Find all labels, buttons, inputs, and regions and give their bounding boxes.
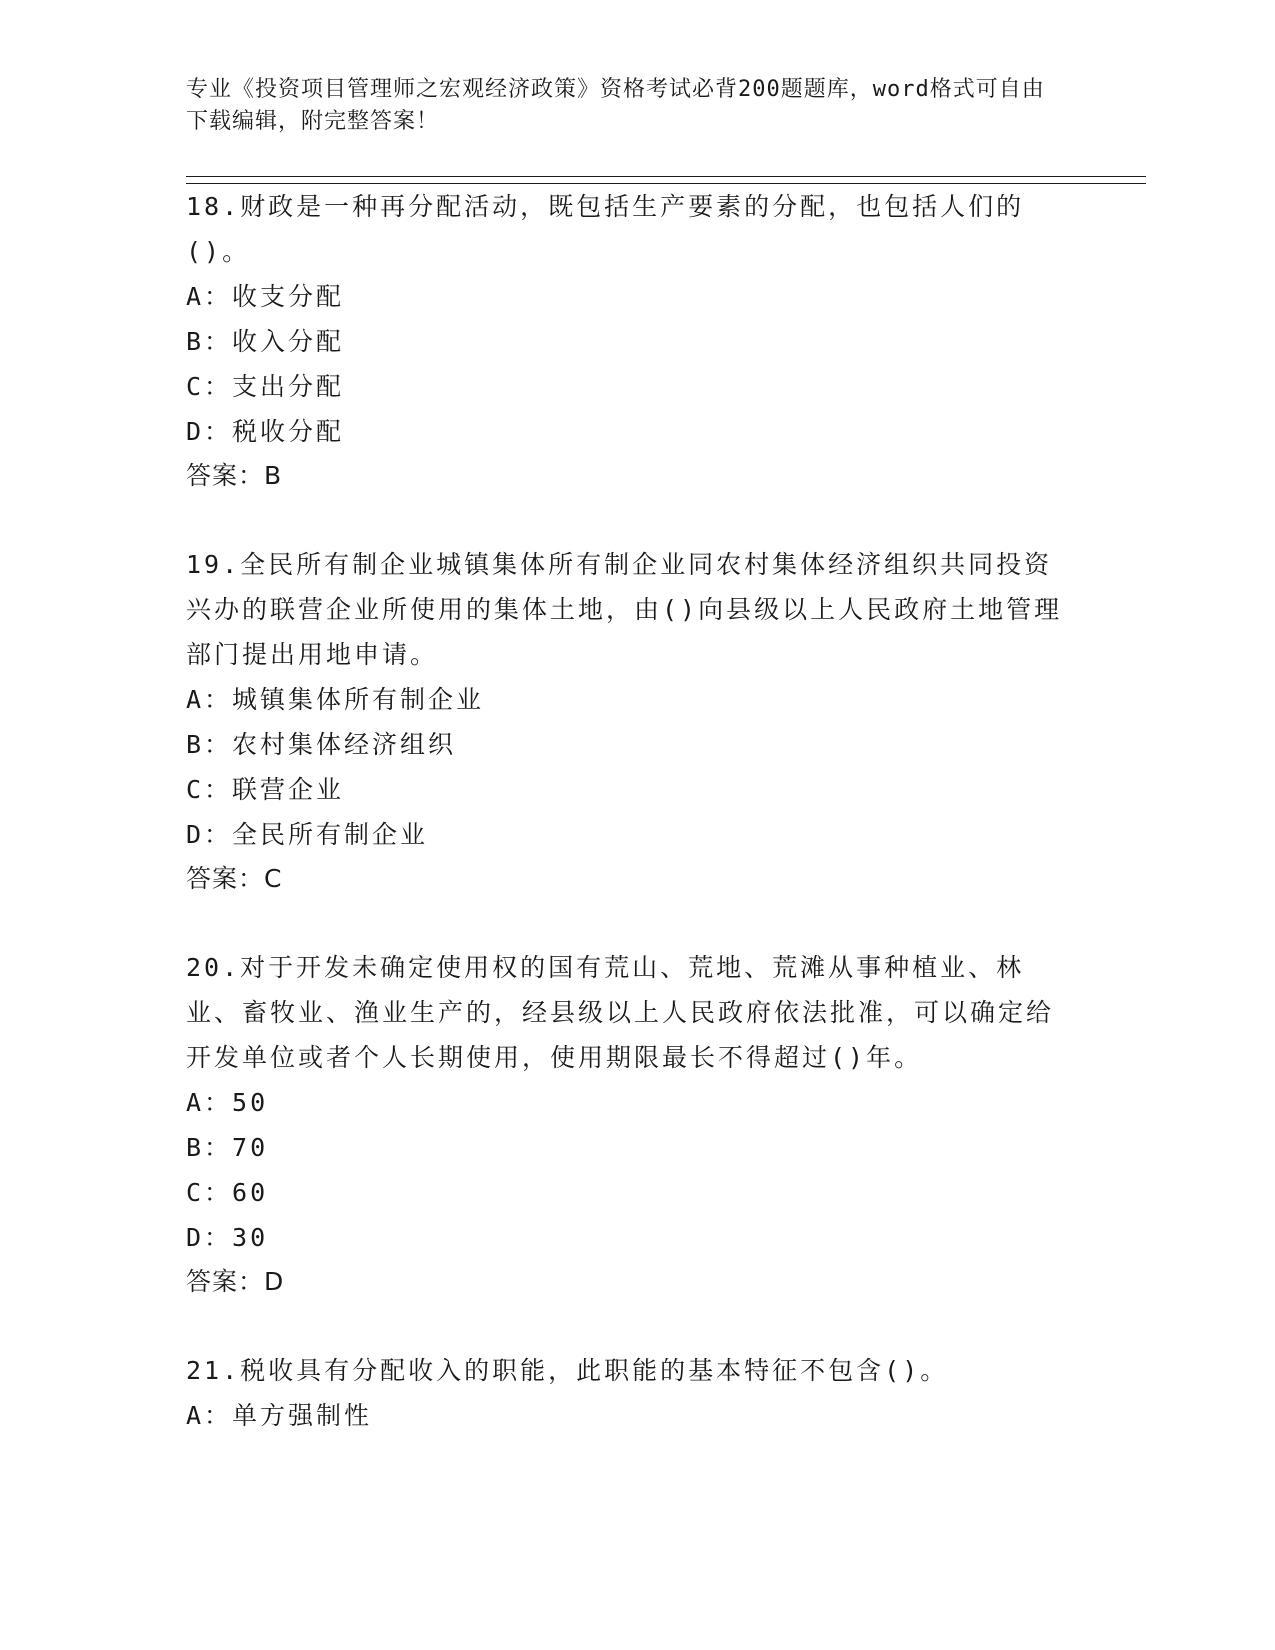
question-stem: 19.全民所有制企业城镇集体所有制企业同农村集体经济组织共同投资兴办的联营企业所使用的集体土地，由()向县级以上人民政府土地管理部门提出用地申请。 (186, 550, 1063, 669)
option-c: C：60 (186, 1178, 269, 1207)
question-spacer (186, 1304, 1146, 1348)
option-d: D：税收分配 (186, 417, 345, 446)
answer: 答案：C (186, 864, 283, 893)
question-spacer (186, 498, 1146, 542)
option-a: A：收支分配 (186, 282, 345, 311)
question-21 (186, 1348, 1146, 1438)
document-page (186, 74, 1146, 1438)
header-double-rule (186, 176, 1146, 184)
option-b: B：70 (186, 1133, 269, 1162)
question-18 (186, 184, 1146, 498)
option-d: D：全民所有制企业 (186, 820, 429, 849)
answer: 答案：D (186, 1267, 285, 1296)
document-header: 专业《投资项目管理师之宏观经济政策》资格考试必背200题题库，word格式可自由下载编辑，附完整答案！ (186, 77, 1045, 134)
answer: 答案：B (186, 461, 283, 490)
option-a: A：50 (186, 1088, 269, 1117)
question-stem: 18.财政是一种再分配活动，既包括生产要素的分配，也包括人们的()。 (186, 192, 1025, 266)
option-c: C：支出分配 (186, 372, 345, 401)
question-19 (186, 542, 1146, 901)
option-a: A：城镇集体所有制企业 (186, 685, 485, 714)
option-a: A：单方强制性 (186, 1401, 373, 1430)
option-c: C：联营企业 (186, 775, 345, 804)
option-d: D：30 (186, 1223, 269, 1252)
question-spacer (186, 901, 1146, 945)
option-b: B：收入分配 (186, 327, 345, 356)
option-b: B：农村集体经济组织 (186, 730, 457, 759)
question-stem: 21.税收具有分配收入的职能，此职能的基本特征不包含()。 (186, 1356, 949, 1385)
question-stem: 20.对于开发未确定使用权的国有荒山、荒地、荒滩从事种植业、林业、畜牧业、渔业生产的，经县级以上人民政府依法批准，可以确定给开发单位或者个人长期使用，使用期限最长不得超过()年。 (186, 953, 1055, 1072)
question-20 (186, 945, 1146, 1304)
